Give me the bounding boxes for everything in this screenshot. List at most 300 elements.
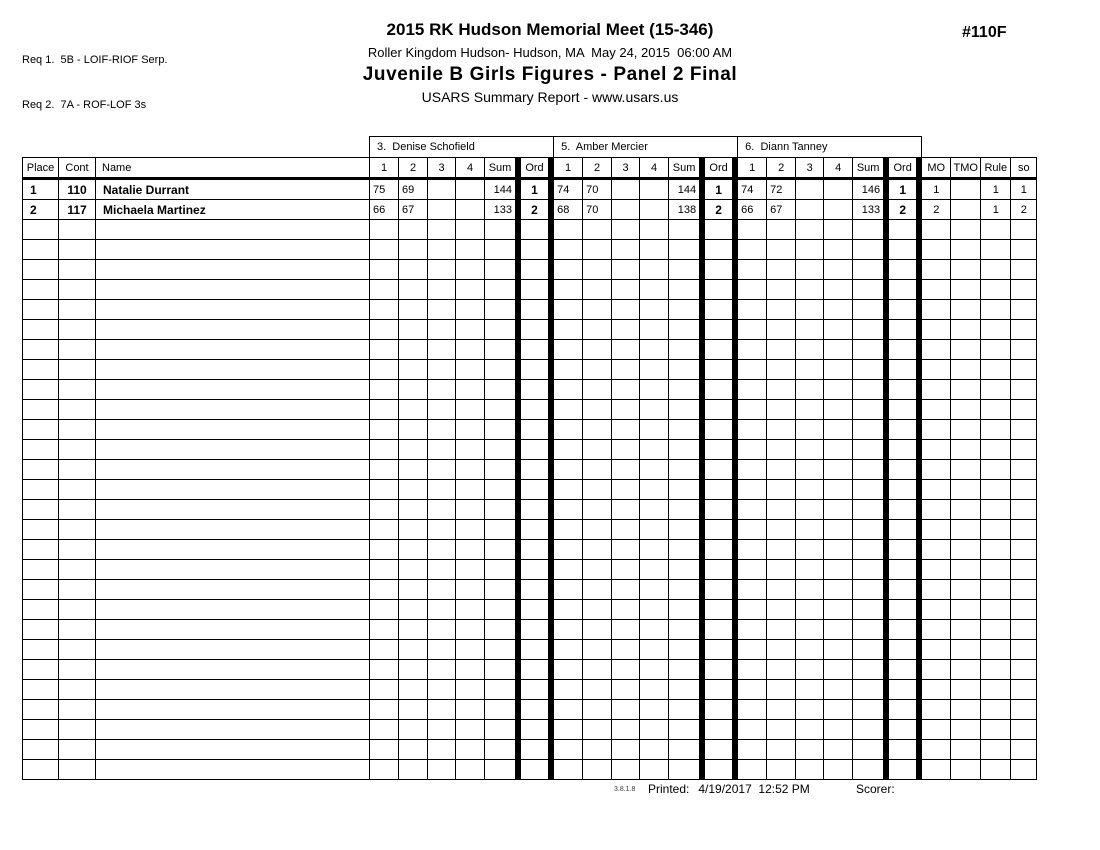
- sum-header: Sum: [853, 158, 884, 179]
- score-cell: [796, 220, 824, 240]
- empty-row: [23, 680, 1037, 700]
- score-cell: [399, 520, 428, 540]
- name-cell: [96, 300, 370, 320]
- rule-cell: [981, 700, 1011, 720]
- score-cell: [640, 520, 669, 540]
- ord-cell: [705, 520, 733, 540]
- score-cell: [456, 760, 485, 780]
- ord-cell: [705, 320, 733, 340]
- sum-cell: [485, 620, 516, 640]
- score-cell: [824, 380, 853, 400]
- ord-cell: [521, 540, 549, 560]
- score-cell: [824, 360, 853, 380]
- score-cell: [399, 400, 428, 420]
- sum-cell: [485, 360, 516, 380]
- score-cell: [824, 580, 853, 600]
- score-cell: 67: [767, 200, 796, 220]
- score-cell: [824, 340, 853, 360]
- so-cell: [1011, 380, 1037, 400]
- empty-row: [23, 760, 1037, 780]
- score-cell: 66: [370, 200, 399, 220]
- score-cell: [428, 500, 456, 520]
- score-cell: [796, 200, 824, 220]
- score-cell: [370, 220, 399, 240]
- ord-cell: [889, 700, 917, 720]
- score-cell: [738, 500, 767, 520]
- ord-cell: [705, 740, 733, 760]
- empty-row: [23, 220, 1037, 240]
- sum-cell: [853, 680, 884, 700]
- corner-spacer: [23, 137, 370, 158]
- empty-row: [23, 440, 1037, 460]
- rule-cell: [981, 520, 1011, 540]
- score-cell: [554, 360, 583, 380]
- place-cell: 1: [23, 179, 59, 200]
- sum-cell: [853, 520, 884, 540]
- sum-cell: [485, 740, 516, 760]
- score-cell: [370, 760, 399, 780]
- sum-cell: [485, 300, 516, 320]
- tmo-cell: [951, 179, 981, 200]
- score-cell: [554, 280, 583, 300]
- score-cell: [456, 400, 485, 420]
- name-cell: [96, 340, 370, 360]
- place-cell: [23, 720, 59, 740]
- rule-cell: [981, 440, 1011, 460]
- ord-cell: [889, 440, 917, 460]
- name-cell: [96, 620, 370, 640]
- score-cell: [456, 480, 485, 500]
- sum-cell: [853, 540, 884, 560]
- ord-cell: [521, 260, 549, 280]
- place-cell: [23, 380, 59, 400]
- empty-row: [23, 520, 1037, 540]
- score-cell: [428, 380, 456, 400]
- score-cell: 74: [554, 179, 583, 200]
- sum-cell: [669, 660, 700, 680]
- place-cell: [23, 540, 59, 560]
- ord-cell: [889, 500, 917, 520]
- score-cell: [612, 520, 640, 540]
- ord-cell: [889, 680, 917, 700]
- so-cell: [1011, 580, 1037, 600]
- score-cell: [640, 560, 669, 580]
- tmo-cell: [951, 440, 981, 460]
- sum-cell: [853, 360, 884, 380]
- score-cell: [612, 280, 640, 300]
- score-cell: [399, 300, 428, 320]
- score-cell: [370, 660, 399, 680]
- score-cell: [583, 240, 612, 260]
- score-cell: [456, 280, 485, 300]
- sum-cell: [853, 560, 884, 580]
- score-cell: [738, 540, 767, 560]
- cont-cell: [59, 240, 96, 260]
- sum-cell: [485, 500, 516, 520]
- ord-cell: [889, 600, 917, 620]
- score-cell: [738, 340, 767, 360]
- ord-cell: [889, 720, 917, 740]
- score-cell: [612, 580, 640, 600]
- score-cell: [370, 360, 399, 380]
- score-cell: [399, 700, 428, 720]
- sum-cell: [485, 520, 516, 540]
- score-cell: [370, 340, 399, 360]
- name-cell: [96, 280, 370, 300]
- tmo-cell: [951, 560, 981, 580]
- score-cell: [583, 360, 612, 380]
- ord-cell: [521, 240, 549, 260]
- score-cell: [583, 260, 612, 280]
- sum-cell: [853, 300, 884, 320]
- cont-cell: [59, 700, 96, 720]
- ord-cell: [705, 760, 733, 780]
- score-cell: [767, 420, 796, 440]
- score-cell: [640, 500, 669, 520]
- place-cell: [23, 520, 59, 540]
- place-cell: [23, 340, 59, 360]
- empty-row: [23, 600, 1037, 620]
- score-header: 2: [583, 158, 612, 179]
- ord-cell: [521, 660, 549, 680]
- ord-cell: [889, 460, 917, 480]
- score-cell: [399, 580, 428, 600]
- ord-cell: [705, 620, 733, 640]
- tmo-cell: [951, 580, 981, 600]
- score-cell: [428, 640, 456, 660]
- place-cell: [23, 480, 59, 500]
- score-cell: [738, 280, 767, 300]
- tmo-header: TMO: [951, 158, 981, 179]
- place-cell: [23, 220, 59, 240]
- sum-cell: [669, 340, 700, 360]
- mo-cell: [922, 580, 951, 600]
- score-cell: [583, 640, 612, 660]
- sum-cell: [853, 660, 884, 680]
- score-header: 3: [796, 158, 824, 179]
- req-line-1: Req 1. 5B - LOIF-RIOF Serp.: [22, 54, 168, 66]
- sum-cell: [669, 540, 700, 560]
- mo-cell: [922, 500, 951, 520]
- mo-cell: [922, 640, 951, 660]
- score-cell: [640, 300, 669, 320]
- cont-cell: [59, 540, 96, 560]
- score-cell: [583, 740, 612, 760]
- score-cell: [428, 560, 456, 580]
- score-cell: [796, 340, 824, 360]
- name-cell: [96, 400, 370, 420]
- score-cell: [370, 560, 399, 580]
- score-cell: [370, 540, 399, 560]
- score-cell: [370, 260, 399, 280]
- score-cell: [456, 580, 485, 600]
- score-cell: [824, 520, 853, 540]
- cont-cell: [59, 660, 96, 680]
- empty-row: [23, 580, 1037, 600]
- ord-cell: [705, 640, 733, 660]
- score-cell: [456, 340, 485, 360]
- score-cell: [456, 500, 485, 520]
- score-cell: [456, 179, 485, 200]
- score-cell: [428, 460, 456, 480]
- tmo-cell: [951, 400, 981, 420]
- score-cell: [738, 240, 767, 260]
- empty-row: [23, 480, 1037, 500]
- ord-cell: [521, 560, 549, 580]
- so-cell: [1011, 300, 1037, 320]
- cont-cell: [59, 600, 96, 620]
- score-cell: [738, 720, 767, 740]
- score-cell: [370, 640, 399, 660]
- sum-cell: [669, 420, 700, 440]
- ord-cell: [889, 760, 917, 780]
- score-cell: [738, 360, 767, 380]
- rule-cell: [981, 680, 1011, 700]
- score-cell: [370, 520, 399, 540]
- score-cell: [583, 340, 612, 360]
- sum-cell: [485, 680, 516, 700]
- name-cell: [96, 460, 370, 480]
- ord-cell: [889, 620, 917, 640]
- ord-cell: [521, 500, 549, 520]
- score-cell: [428, 360, 456, 380]
- sum-cell: [853, 340, 884, 360]
- sum-cell: [669, 580, 700, 600]
- score-cell: [554, 440, 583, 460]
- score-cell: [796, 680, 824, 700]
- score-cell: [456, 740, 485, 760]
- ord-cell: [889, 260, 917, 280]
- sum-cell: [485, 260, 516, 280]
- score-header: 1: [738, 158, 767, 179]
- tmo-cell: [951, 760, 981, 780]
- ord-cell: [889, 540, 917, 560]
- score-cell: [370, 240, 399, 260]
- sum-cell: [669, 220, 700, 240]
- score-cell: [738, 440, 767, 460]
- sum-cell: [485, 700, 516, 720]
- name-cell: Natalie Durrant: [96, 179, 370, 200]
- sum-cell: [485, 440, 516, 460]
- cont-cell: [59, 680, 96, 700]
- sum-cell: [853, 620, 884, 640]
- ord-cell: [889, 640, 917, 660]
- rule-cell: [981, 300, 1011, 320]
- tmo-cell: [951, 340, 981, 360]
- mo-cell: [922, 480, 951, 500]
- sum-cell: [669, 720, 700, 740]
- so-cell: [1011, 720, 1037, 740]
- sum-cell: [853, 480, 884, 500]
- so-cell: [1011, 700, 1037, 720]
- score-cell: [640, 200, 669, 220]
- score-cell: [767, 240, 796, 260]
- ord-cell: [889, 400, 917, 420]
- sum-cell: [485, 220, 516, 240]
- mo-cell: [922, 420, 951, 440]
- cont-cell: [59, 720, 96, 740]
- cont-cell: [59, 280, 96, 300]
- score-cell: [583, 300, 612, 320]
- tmo-cell: [951, 200, 981, 220]
- score-cell: [796, 380, 824, 400]
- score-cell: [583, 580, 612, 600]
- sum-cell: [853, 400, 884, 420]
- results-table: [22, 136, 1037, 780]
- ord-cell: [521, 520, 549, 540]
- mo-cell: [922, 540, 951, 560]
- score-cell: [612, 440, 640, 460]
- sum-cell: [485, 340, 516, 360]
- score-cell: [612, 340, 640, 360]
- score-cell: [456, 540, 485, 560]
- cont-header: Cont: [59, 158, 96, 179]
- meet-title: 2015 RK Hudson Memorial Meet (15-346): [386, 20, 714, 39]
- ord-cell: [705, 360, 733, 380]
- ord-cell: [889, 360, 917, 380]
- sum-cell: [853, 380, 884, 400]
- score-cell: [640, 720, 669, 740]
- so-cell: [1011, 340, 1037, 360]
- score-cell: [456, 220, 485, 240]
- so-cell: [1011, 620, 1037, 640]
- score-cell: [824, 320, 853, 340]
- sum-cell: [853, 440, 884, 460]
- score-cell: [370, 300, 399, 320]
- empty-row: [23, 320, 1037, 340]
- cont-cell: [59, 300, 96, 320]
- tmo-cell: [951, 280, 981, 300]
- place-cell: [23, 740, 59, 760]
- sum-cell: [669, 460, 700, 480]
- ord-cell: [521, 360, 549, 380]
- score-cell: [456, 300, 485, 320]
- score-cell: [554, 400, 583, 420]
- sum-cell: [853, 760, 884, 780]
- ord-cell: [889, 280, 917, 300]
- mo-cell: [922, 360, 951, 380]
- score-cell: 69: [399, 179, 428, 200]
- name-cell: [96, 420, 370, 440]
- score-cell: [824, 640, 853, 660]
- score-cell: [554, 240, 583, 260]
- tmo-cell: [951, 520, 981, 540]
- score-cell: [399, 620, 428, 640]
- score-cell: [824, 700, 853, 720]
- score-cell: [399, 220, 428, 240]
- rule-cell: [981, 600, 1011, 620]
- score-cell: [738, 220, 767, 240]
- empty-row: [23, 640, 1037, 660]
- score-cell: [370, 440, 399, 460]
- name-cell: [96, 580, 370, 600]
- score-cell: [824, 480, 853, 500]
- sum-cell: [485, 280, 516, 300]
- mo-cell: [922, 440, 951, 460]
- name-cell: [96, 480, 370, 500]
- ord-cell: 1: [521, 179, 549, 200]
- ord-cell: [705, 260, 733, 280]
- score-cell: [456, 660, 485, 680]
- so-cell: [1011, 320, 1037, 340]
- rule-cell: [981, 320, 1011, 340]
- score-cell: [399, 600, 428, 620]
- score-cell: [612, 480, 640, 500]
- score-cell: [767, 480, 796, 500]
- score-cell: 70: [583, 200, 612, 220]
- report-type-line: USARS Summary Report - www.usars.us: [421, 89, 679, 105]
- sum-cell: 133: [853, 200, 884, 220]
- ord-cell: [521, 280, 549, 300]
- score-cell: [824, 460, 853, 480]
- score-cell: [738, 300, 767, 320]
- score-cell: 66: [738, 200, 767, 220]
- printed-label: Printed:: [648, 782, 690, 796]
- ord-header: Ord: [889, 158, 917, 179]
- score-cell: [399, 460, 428, 480]
- ord-cell: [889, 320, 917, 340]
- so-cell: [1011, 600, 1037, 620]
- score-cell: [796, 320, 824, 340]
- score-cell: [428, 520, 456, 540]
- ord-header: Ord: [705, 158, 733, 179]
- ord-cell: [521, 760, 549, 780]
- sum-cell: [669, 400, 700, 420]
- so-cell: [1011, 520, 1037, 540]
- place-cell: [23, 680, 59, 700]
- score-cell: [796, 620, 824, 640]
- sum-cell: [485, 320, 516, 340]
- score-cell: [767, 340, 796, 360]
- mo-cell: [922, 760, 951, 780]
- score-cell: [456, 260, 485, 280]
- ord-cell: [889, 580, 917, 600]
- score-cell: [640, 540, 669, 560]
- score-cell: [796, 740, 824, 760]
- so-cell: [1011, 260, 1037, 280]
- tmo-cell: [951, 540, 981, 560]
- score-cell: [767, 300, 796, 320]
- score-cell: [428, 280, 456, 300]
- score-cell: [767, 320, 796, 340]
- score-cell: [399, 560, 428, 580]
- rule-cell: [981, 760, 1011, 780]
- score-cell: [824, 300, 853, 320]
- name-cell: [96, 660, 370, 680]
- place-cell: [23, 500, 59, 520]
- rule-cell: [981, 540, 1011, 560]
- score-cell: [824, 400, 853, 420]
- score-cell: [399, 720, 428, 740]
- score-cell: [612, 720, 640, 740]
- score-cell: [767, 360, 796, 380]
- cont-cell: [59, 260, 96, 280]
- rule-cell: [981, 340, 1011, 360]
- sum-cell: 144: [669, 179, 700, 200]
- mo-cell: [922, 720, 951, 740]
- score-cell: [428, 600, 456, 620]
- sum-cell: [669, 600, 700, 620]
- score-cell: [824, 179, 853, 200]
- score-cell: [767, 500, 796, 520]
- score-cell: [796, 300, 824, 320]
- sum-cell: [669, 300, 700, 320]
- ord-cell: 1: [889, 179, 917, 200]
- empty-row: [23, 460, 1037, 480]
- score-cell: [399, 740, 428, 760]
- sum-cell: [669, 700, 700, 720]
- score-cell: [612, 320, 640, 340]
